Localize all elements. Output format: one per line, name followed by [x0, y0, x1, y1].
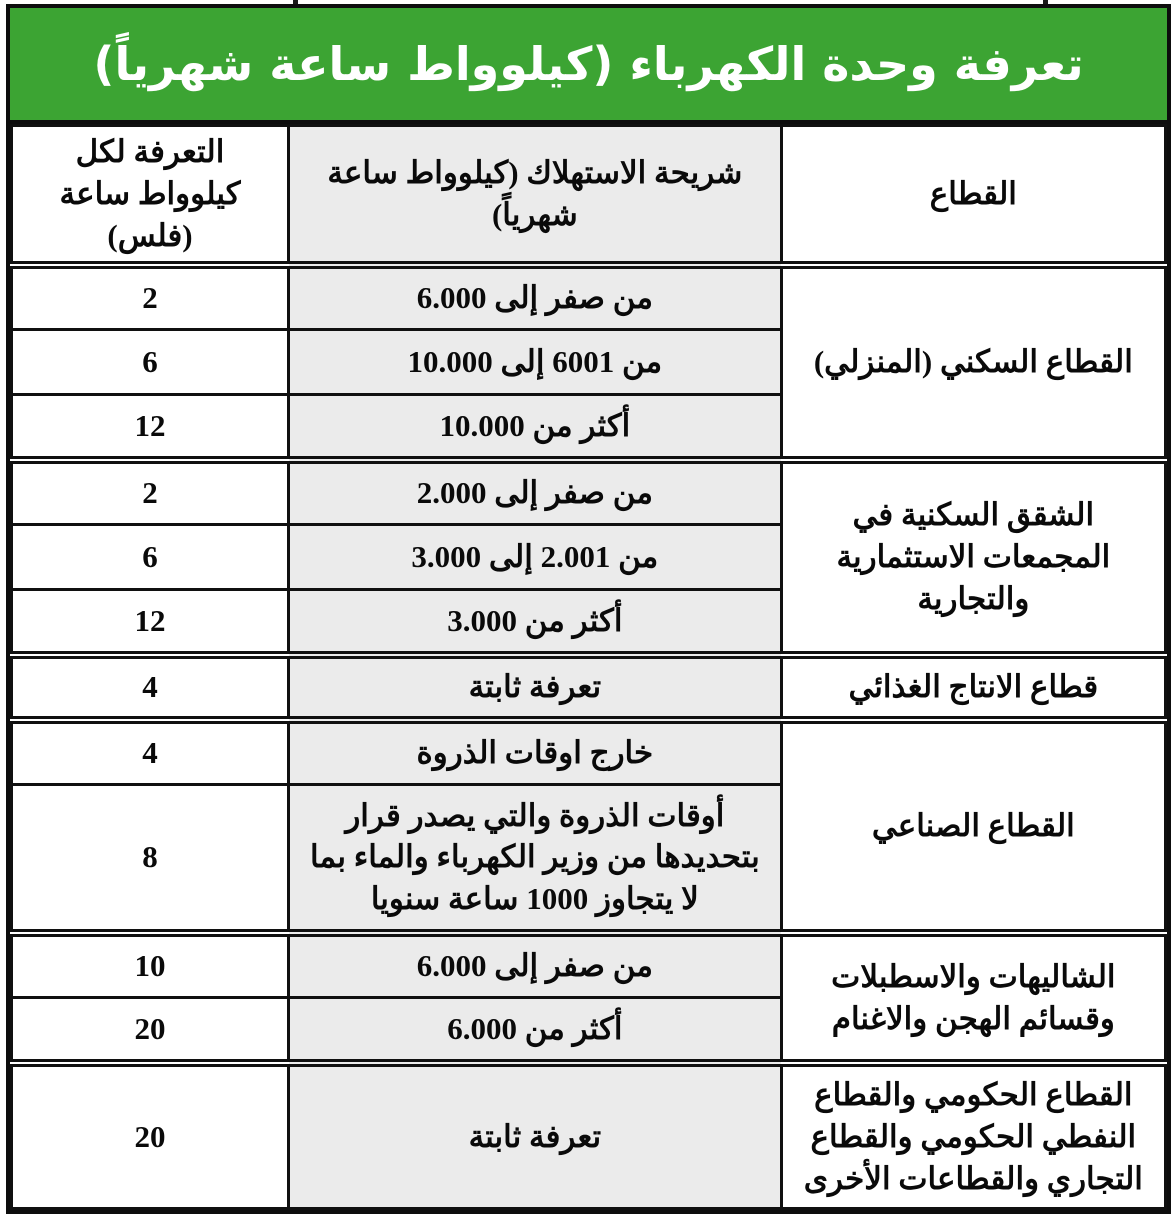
tariff-cell: 8 — [12, 785, 289, 933]
tariff-cell: 6 — [12, 330, 289, 395]
table-row — [12, 720, 1166, 785]
bracket-cell: من 2.001 إلى 3.000 — [289, 525, 782, 590]
table-row — [12, 933, 1166, 998]
tariff-cell: 12 — [12, 590, 289, 655]
tariff-cell: 6 — [12, 525, 289, 590]
sector-cell: قطاع الانتاج الغذائي — [781, 655, 1165, 720]
bracket-cell: أكثر من 6.000 — [289, 998, 782, 1063]
bracket-cell: تعرفة ثابتة — [289, 1063, 782, 1209]
tariff-cell: 4 — [12, 655, 289, 720]
bracket-cell: من صفر إلى 6.000 — [289, 933, 782, 998]
table-row — [12, 655, 1166, 720]
bracket-cell: من صفر إلى 6.000 — [289, 265, 782, 330]
table-row — [12, 460, 1166, 525]
sector-cell: الشقق السكنية في المجمعات الاستثمارية والتجارية — [781, 460, 1165, 655]
table-title: تعرفة وحدة الكهرباء (كيلوواط ساعة شهرياً) — [10, 8, 1167, 124]
header-tariff: التعرفة لكل كيلوواط ساعة (فلس) — [12, 126, 289, 265]
tariff-cell: 10 — [12, 933, 289, 998]
bracket-cell: أوقات الذروة والتي يصدر قرار بتحديدها من وزير الكهرباء والماء بما لا يتجاوز 1000 ساعة سنويا — [289, 785, 782, 933]
tariff-cell: 2 — [12, 265, 289, 330]
tariff-cell: 2 — [12, 460, 289, 525]
table-row — [12, 1063, 1166, 1209]
bracket-cell: من صفر إلى 2.000 — [289, 460, 782, 525]
tariff-cell: 4 — [12, 720, 289, 785]
bracket-cell: أكثر من 3.000 — [289, 590, 782, 655]
header-sector: القطاع — [781, 126, 1165, 265]
bracket-cell: أكثر من 10.000 — [289, 395, 782, 460]
header-row — [12, 126, 1166, 265]
tariff-cell: 20 — [12, 998, 289, 1063]
sector-cell: القطاع السكني (المنزلي) — [781, 265, 1165, 460]
sector-cell: القطاع الصناعي — [781, 720, 1165, 933]
bracket-cell: خارج اوقات الذروة — [289, 720, 782, 785]
tariff-table — [6, 4, 1171, 1214]
bracket-cell: من 6001 إلى 10.000 — [289, 330, 782, 395]
bracket-cell: تعرفة ثابتة — [289, 655, 782, 720]
tariff-cell: 20 — [12, 1063, 289, 1209]
tariff-grid — [10, 124, 1167, 1210]
table-row — [12, 265, 1166, 330]
header-bracket: شريحة الاستهلاك (كيلوواط ساعة شهرياً) — [289, 126, 782, 265]
sector-cell: الشاليهات والاسطبلات وقسائم الهجن والاغنام — [781, 933, 1165, 1063]
sector-cell: القطاع الحكومي والقطاع النفطي الحكومي والقطاع التجاري والقطاعات الأخرى — [781, 1063, 1165, 1209]
tariff-cell: 12 — [12, 395, 289, 460]
